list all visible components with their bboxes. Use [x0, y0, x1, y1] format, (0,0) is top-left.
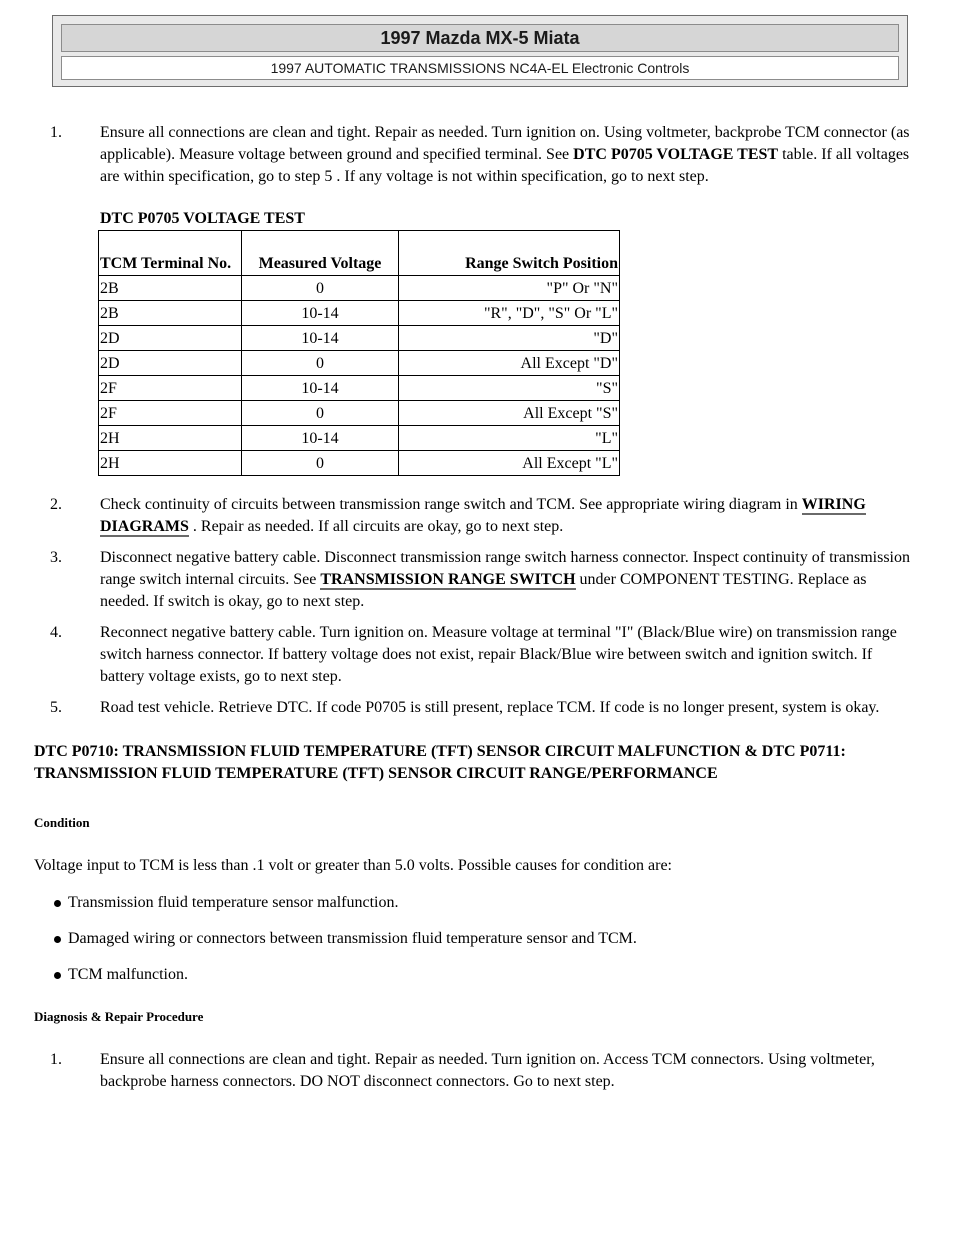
- causes-list: [34, 892, 914, 986]
- document-body: [34, 122, 914, 1093]
- cell-terminal: 2F: [99, 376, 242, 401]
- cell-terminal: 2D: [99, 326, 242, 351]
- step-text: Road test vehicle. Retrieve DTC. If code P0705 is still present, replace TCM. If code is no longer present, system is okay.: [100, 699, 880, 716]
- wiring-diagrams-link[interactable]: WIRING DIAGRAMS: [100, 496, 866, 535]
- step-2: [34, 494, 914, 538]
- step-text: Check continuity of circuits between transmission range switch and TCM. See appropriate wiring diagram in: [100, 496, 802, 513]
- section-heading: DTC P0710: TRANSMISSION FLUID TEMPERATURE (TFT) SENSOR CIRCUIT MALFUNCTION & DTC P0711: TRANSMISSION FLUID TEMPERATURE (TFT) SENSOR CIRCUIT RANGE/PERFORMANCE: [34, 743, 846, 782]
- cell-position: "S": [399, 376, 620, 401]
- condition-text: Voltage input to TCM is less than .1 volt or greater than 5.0 volts. Possible causes for condition are:: [34, 857, 672, 874]
- list-item: [34, 892, 914, 914]
- step-number: 4.: [50, 624, 62, 641]
- table-row: [99, 451, 620, 476]
- procedure-heading: Diagnosis & Repair Procedure: [34, 1009, 204, 1024]
- cell-position: All Except "D": [399, 351, 620, 376]
- voltage-test-table: [98, 230, 620, 476]
- table-title: DTC P0705 VOLTAGE TEST: [100, 210, 305, 227]
- step-text: Reconnect negative battery cable. Turn ignition on. Measure voltage at terminal "I" (Black/Blue wire) on transmission range switch harness connector. If battery voltage does not exist, repair Black/Blue wire between switch and ignition switch. If battery voltage exists, go to next step.: [100, 624, 897, 685]
- cell-terminal: 2B: [99, 301, 242, 326]
- cell-voltage: 10-14: [242, 426, 399, 451]
- list-item-text: Damaged wiring or connectors between transmission fluid temperature sensor and TCM.: [68, 930, 637, 947]
- cell-terminal: 2F: [99, 401, 242, 426]
- cell-voltage: 0: [242, 451, 399, 476]
- step-text: Ensure all connections are clean and tight. Repair as needed. Turn ignition on. Using voltmeter, backprobe TCM connector (as applicable). Measure voltage between ground and specified terminal. See: [100, 124, 910, 163]
- step-number: 3.: [50, 549, 62, 566]
- step-1: [34, 122, 914, 188]
- step-3: [34, 547, 914, 613]
- step-text: Disconnect negative battery cable. Disconnect transmission range switch harness connector. Inspect continuity of transmission range switch internal circuits. See: [100, 549, 910, 588]
- step-text-cont: table. If all voltages are within specification, go to step 5 . If any voltage is not within specification, go to next step.: [100, 146, 910, 185]
- table-row: [99, 426, 620, 451]
- condition-heading: Condition: [34, 815, 90, 830]
- cell-voltage: 10-14: [242, 376, 399, 401]
- bullet-icon: [54, 972, 61, 979]
- step-number: 2.: [50, 496, 62, 513]
- cell-terminal: 2B: [99, 276, 242, 301]
- transmission-range-switch-link[interactable]: TRANSMISSION RANGE SWITCH: [320, 571, 576, 588]
- table-header-row: [99, 231, 620, 276]
- cell-position: "R", "D", "S" Or "L": [399, 301, 620, 326]
- bullet-icon: [54, 900, 61, 907]
- page-header: [52, 15, 908, 87]
- cell-voltage: 0: [242, 276, 399, 301]
- step-number: 1.: [50, 124, 62, 141]
- cell-terminal: 2D: [99, 351, 242, 376]
- cell-position: All Except "S": [399, 401, 620, 426]
- step-number: 1.: [50, 1051, 62, 1068]
- table-row: [99, 401, 620, 426]
- procedure-step-1: [34, 1049, 914, 1093]
- step-text: Ensure all connections are clean and tight. Repair as needed. Turn ignition on. Access TCM connectors. Using voltmeter, backprobe harness connectors. DO NOT disconnect connectors. Go to next step.: [100, 1051, 875, 1090]
- cell-position: "L": [399, 426, 620, 451]
- cell-voltage: 0: [242, 351, 399, 376]
- list-item: [34, 964, 914, 986]
- cell-terminal: 2H: [99, 426, 242, 451]
- cell-voltage: 10-14: [242, 326, 399, 351]
- list-item: [34, 928, 914, 950]
- cell-position: "D": [399, 326, 620, 351]
- step-4: [34, 622, 914, 688]
- header-subtitle: 1997 AUTOMATIC TRANSMISSIONS NC4A-EL Electronic Controls: [61, 56, 899, 80]
- cell-position: "P" Or "N": [399, 276, 620, 301]
- step-number: 5.: [50, 699, 62, 716]
- table-row: [99, 376, 620, 401]
- list-item-text: TCM malfunction.: [68, 966, 188, 983]
- list-item-text: Transmission fluid temperature sensor malfunction.: [68, 894, 399, 911]
- col-header-terminal: TCM Terminal No.: [99, 231, 242, 276]
- table-row: [99, 326, 620, 351]
- table-row: [99, 301, 620, 326]
- step-text-cont: . Repair as needed. If all circuits are okay, go to next step.: [188, 518, 564, 535]
- step-text-cont: under COMPONENT TESTING. Replace as needed. If switch is okay, go to next step.: [100, 571, 867, 610]
- col-header-position: Range Switch Position: [399, 231, 620, 276]
- header-title: 1997 Mazda MX-5 Miata: [61, 24, 899, 52]
- step-5: [34, 697, 914, 719]
- cell-position: All Except "L": [399, 451, 620, 476]
- step-bold-ref: DTC P0705 VOLTAGE TEST: [573, 146, 779, 163]
- table-row: [99, 351, 620, 376]
- cell-voltage: 0: [242, 401, 399, 426]
- col-header-voltage: Measured Voltage: [242, 231, 399, 276]
- table-row: [99, 276, 620, 301]
- cell-voltage: 10-14: [242, 301, 399, 326]
- cell-terminal: 2H: [99, 451, 242, 476]
- bullet-icon: [54, 936, 61, 943]
